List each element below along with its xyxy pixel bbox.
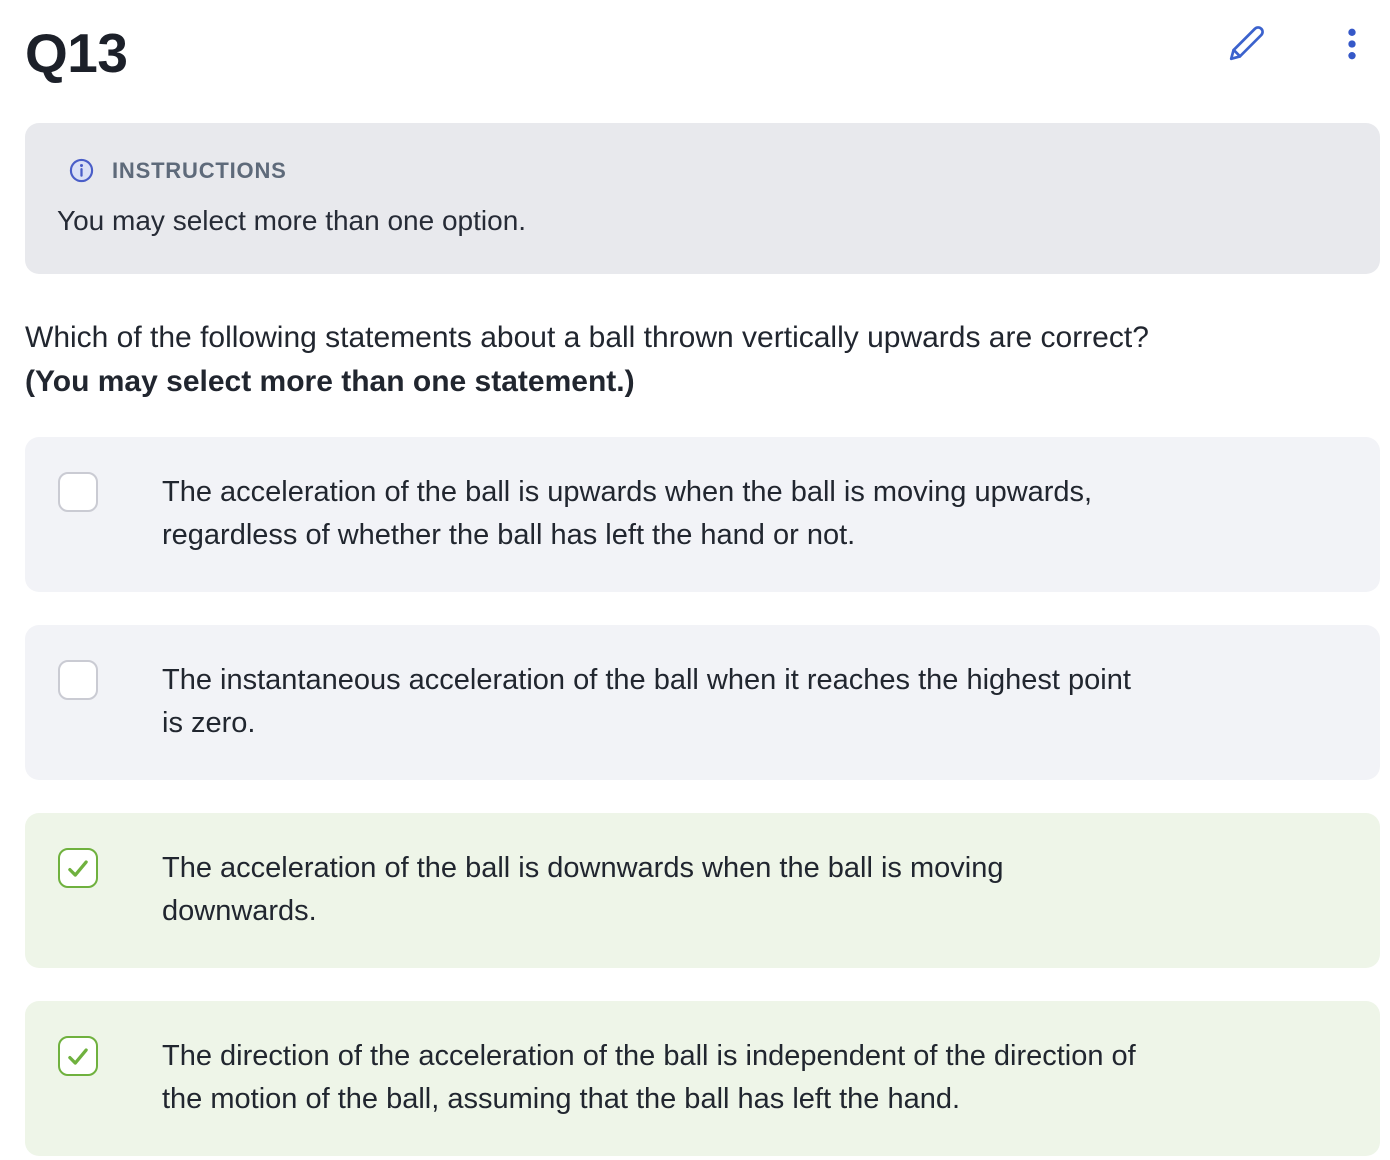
option-text — [162, 1035, 1136, 1121]
option-text-line: regardless of whether the ball has left the hand or not. — [162, 519, 856, 551]
pencil-icon — [1228, 24, 1266, 62]
question-note: (You may select more than one statement.) — [25, 365, 635, 398]
option-text — [162, 659, 1131, 745]
option-text-line: The acceleration of the ball is upwards when the ball is moving upwards, — [162, 476, 1093, 508]
edit-button[interactable] — [1224, 20, 1270, 66]
instructions-text: You may select more than one option. — [57, 205, 527, 236]
question-text: Which of the following statements about a ball thrown vertically upwards are correct? — [25, 321, 1149, 354]
check-icon — [65, 1043, 91, 1069]
option-text-line: The direction of the acceleration of the ball is independent of the direction of — [162, 1040, 1136, 1072]
option-text — [162, 471, 1092, 557]
checkbox-2[interactable] — [58, 660, 98, 700]
checkbox-1[interactable] — [58, 472, 98, 512]
header-actions — [1224, 20, 1376, 68]
more-options-button[interactable] — [1328, 20, 1376, 68]
option-text — [162, 847, 1003, 933]
option-row-2[interactable] — [25, 625, 1380, 780]
option-row-3[interactable] — [25, 813, 1380, 968]
instructions-header — [68, 157, 1348, 184]
instructions-label: INSTRUCTIONS — [112, 157, 287, 183]
option-row-4[interactable] — [25, 1001, 1380, 1156]
info-icon — [68, 157, 95, 184]
header — [25, 0, 1380, 84]
option-text-line: is zero. — [162, 707, 256, 739]
option-text-line: The instantaneous acceleration of the ball when it reaches the highest point — [162, 664, 1131, 696]
check-icon — [65, 855, 91, 881]
option-text-line: downwards. — [162, 895, 317, 927]
instructions-panel — [25, 123, 1380, 274]
option-row-1[interactable] — [25, 437, 1380, 592]
question-block — [25, 316, 1380, 404]
checkbox-3[interactable] — [58, 848, 98, 888]
kebab-menu-icon — [1332, 24, 1372, 64]
checkbox-4[interactable] — [58, 1036, 98, 1076]
page-title: Q13 — [25, 22, 128, 84]
option-text-line: The acceleration of the ball is downwards when the ball is moving — [162, 852, 1004, 884]
option-text-line: the motion of the ball, assuming that the ball has left the hand. — [162, 1083, 961, 1115]
